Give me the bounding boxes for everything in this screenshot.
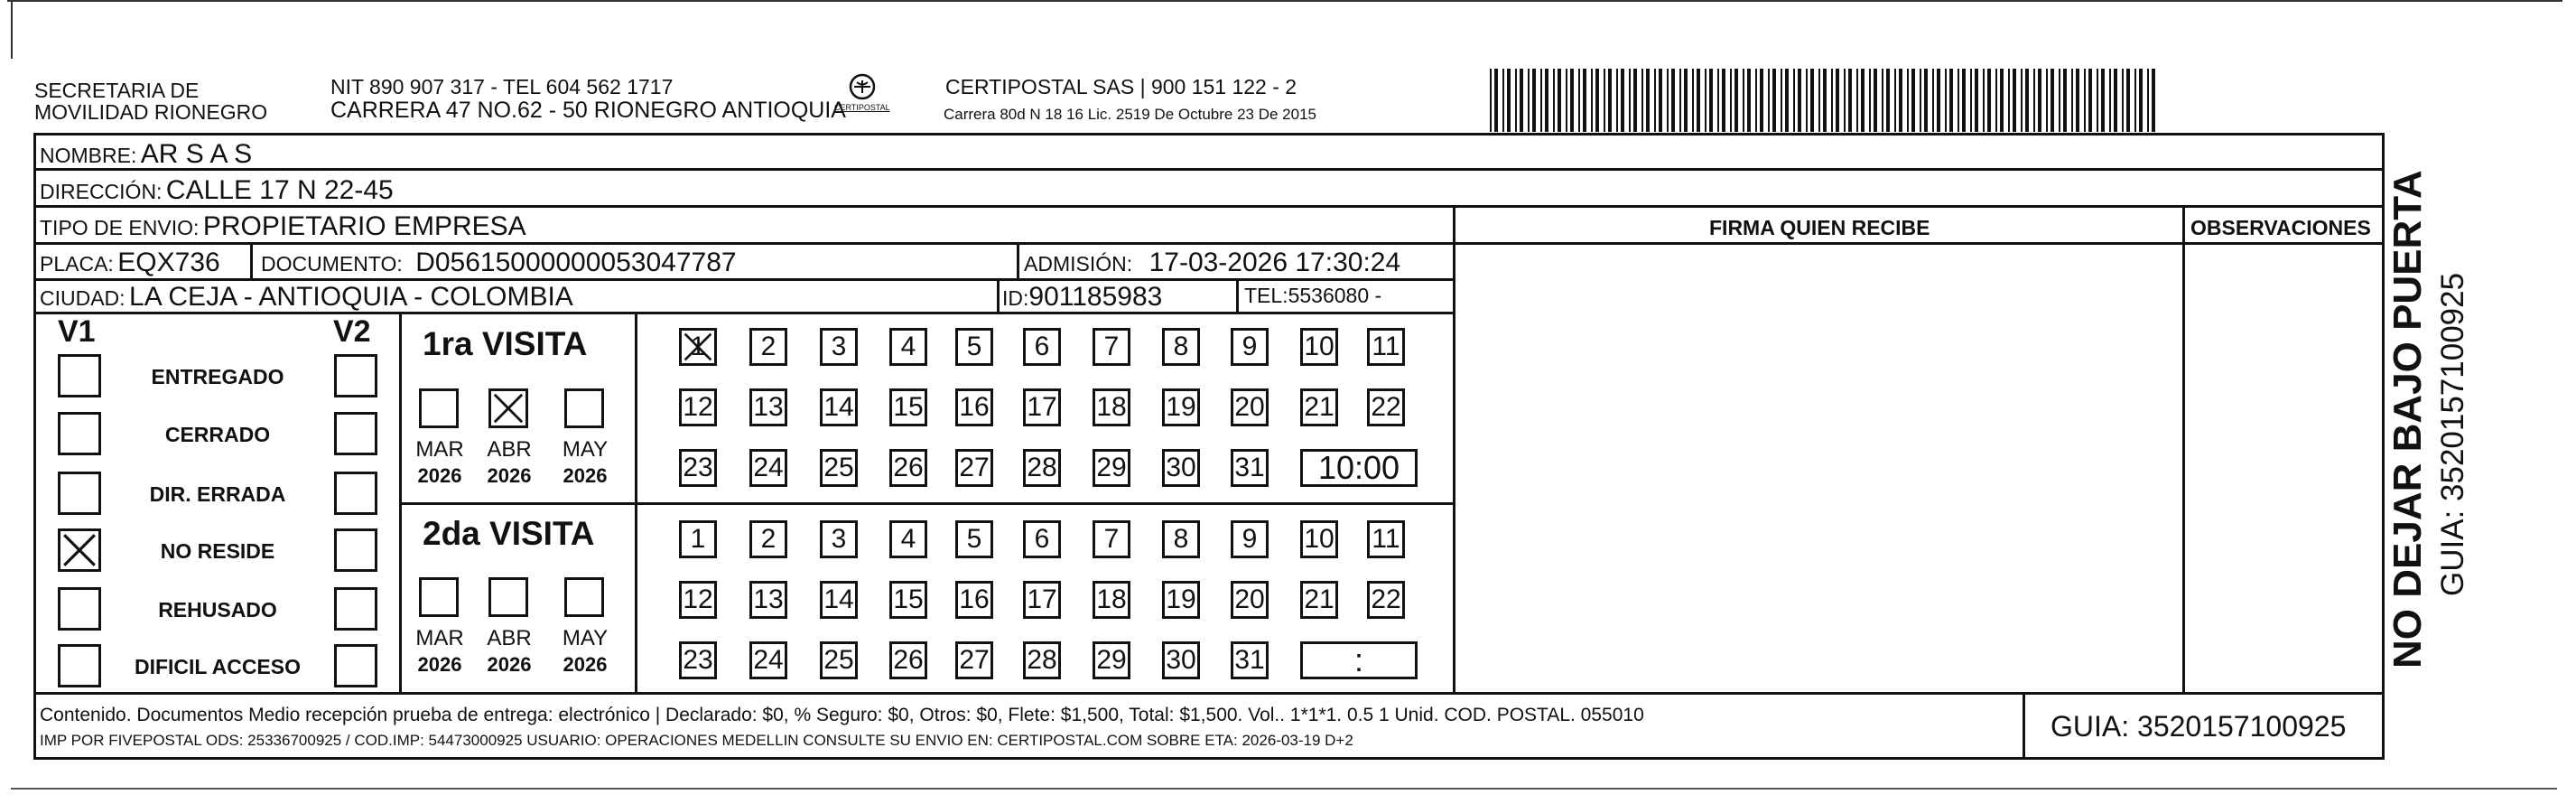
barcode-bar	[1747, 69, 1751, 132]
barcode-bar	[1705, 69, 1706, 132]
day-box[interactable]: 13	[749, 388, 787, 426]
day-box[interactable]: 17	[1023, 581, 1061, 619]
barcode-bar	[1494, 69, 1498, 132]
side-guia: GUIA: 3520157100925	[2435, 272, 2470, 596]
barcode-bar	[1760, 69, 1763, 132]
day-box[interactable]: 10	[1300, 520, 1338, 558]
barcode-bar	[1616, 69, 1618, 132]
barcode-bar	[1861, 69, 1865, 132]
barcode-bar	[1583, 69, 1586, 132]
barcode-bar	[2076, 69, 2079, 132]
placa-label: PLACA: EQX736	[40, 248, 220, 277]
barcode-bar	[1697, 69, 1700, 132]
day-box[interactable]: 28	[1023, 641, 1061, 679]
day-box[interactable]: 12	[679, 581, 717, 619]
day-box[interactable]: 14	[820, 388, 858, 426]
day-box[interactable]: 2	[749, 328, 787, 366]
company-line: CERTIPOSTAL SAS | 900 151 122 - 2	[945, 75, 1297, 98]
barcode-bar	[1886, 69, 1890, 132]
barcode-bar	[1734, 69, 1738, 132]
barcode-bar	[1793, 69, 1795, 132]
day-box[interactable]: 14	[820, 581, 858, 619]
barcode-bar	[2126, 69, 2130, 132]
v1-heading: V1	[58, 314, 96, 349]
day-box[interactable]: 15	[889, 581, 927, 619]
direccion-label: DIRECCIÓN: CALLE 17 N 22-45	[40, 175, 394, 205]
barcode-bar	[2063, 69, 2067, 132]
col-line-tel	[1236, 278, 1239, 312]
certipostal-logo	[832, 72, 905, 123]
footer-guia: GUIA: 3520157100925	[2051, 710, 2347, 743]
barcode-bar	[1768, 69, 1770, 132]
nit-line: NIT 890 907 317 - TEL 604 562 1717	[330, 75, 674, 98]
day-box[interactable]: 30	[1162, 641, 1200, 679]
day-box[interactable]: 17	[1023, 388, 1061, 426]
barcode-bar	[1608, 69, 1612, 132]
barcode-bar	[1621, 69, 1624, 132]
barcode-bar	[1591, 69, 1593, 132]
day-box[interactable]: 29	[1093, 449, 1130, 487]
barcode-bar	[1924, 69, 1928, 132]
v1-checkbox[interactable]	[58, 528, 101, 572]
barcode-bar	[2122, 69, 2124, 132]
documento-value: D05615000000053047787	[415, 248, 737, 277]
org-line-1: SECRETARIA DE	[34, 79, 200, 102]
day-box[interactable]: 7	[1093, 328, 1130, 366]
day-box[interactable]: 6	[1023, 520, 1061, 558]
day-box[interactable]: 9	[1231, 328, 1269, 366]
barcode-bar	[2139, 69, 2143, 132]
day-box[interactable]: 8	[1162, 328, 1200, 366]
barcode-bar	[1641, 69, 1643, 132]
barcode-bar	[2152, 69, 2155, 132]
top-scan-border	[7, 0, 2562, 2]
visit-divider	[399, 502, 1454, 505]
day-box[interactable]: 8	[1162, 520, 1200, 558]
barcode-bar	[1911, 69, 1915, 132]
day-box[interactable]: 11	[1367, 328, 1405, 366]
barcode	[1490, 69, 2163, 132]
tel-label: TEL:5536080 -	[1244, 284, 1382, 307]
day-box[interactable]: 19	[1162, 388, 1200, 426]
barcode-bar	[2033, 69, 2035, 132]
day-box[interactable]: 6	[1023, 328, 1061, 366]
day-box[interactable]: 4	[889, 328, 927, 366]
row-line	[33, 242, 2385, 245]
barcode-bar	[2101, 69, 2105, 132]
barcode-bar	[1545, 69, 1548, 132]
barcode-bar	[2038, 69, 2041, 132]
barcode-bar	[1970, 69, 1972, 132]
barcode-bar	[1962, 69, 1966, 132]
day-box[interactable]: 15	[889, 388, 927, 426]
admision-label: ADMISIÓN: 17-03-2026 17:30:24	[1024, 248, 1401, 277]
barcode-bar	[1717, 69, 1719, 132]
barcode-bar	[2109, 69, 2111, 132]
address-line: CARRERA 47 NO.62 - 50 RIONEGRO ANTIOQUIA	[330, 98, 846, 123]
barcode-bar	[1490, 69, 1492, 132]
barcode-bar	[2025, 69, 2029, 132]
month-label: MAR	[415, 626, 464, 650]
barcode-bar	[1874, 69, 1877, 132]
v1-checkbox[interactable]	[58, 472, 101, 515]
col-line-observaciones	[2182, 205, 2185, 694]
day-box[interactable]: 20	[1231, 388, 1269, 426]
barcode-bar	[2059, 69, 2060, 132]
day-box[interactable]: 10	[1300, 328, 1338, 366]
day-box[interactable]: 31	[1231, 641, 1269, 679]
barcode-bar	[1659, 69, 1662, 132]
barcode-bar	[1502, 69, 1504, 132]
left-scan-mark	[11, 0, 13, 59]
row-line	[33, 312, 1455, 314]
barcode-bar	[1806, 69, 1808, 132]
footer-line-2: IMP POR FIVEPOSTAL ODS: 25336700925 / COD.IMP: 54473000925 USUARIO: OPERACIONES MEDELLIN CONSULTE SU ENVIO EN: CERTIPOSTAL.COM SOBRE ETA: 2026-03-19 D+2	[40, 732, 1353, 749]
day-box[interactable]: 5	[955, 328, 993, 366]
footer-guia-top	[2023, 692, 2385, 695]
day-box[interactable]: 25	[820, 449, 858, 487]
barcode-bar	[1633, 69, 1637, 132]
row-line	[33, 278, 1455, 281]
day-box[interactable]: 22	[1367, 388, 1405, 426]
barcode-bar	[1945, 69, 1947, 132]
month-label: MAR	[415, 437, 464, 462]
barcode-bar	[1932, 69, 1934, 132]
barcode-bar	[1646, 69, 1650, 132]
nombre-value: AR S A S	[140, 139, 253, 169]
day-box[interactable]: 24	[749, 449, 787, 487]
v2-checkbox[interactable]	[334, 528, 377, 572]
day-box[interactable]: 11	[1367, 520, 1405, 558]
barcode-bar	[2008, 69, 2010, 132]
barcode-bar	[2000, 69, 2004, 132]
barcode-bar	[1869, 69, 1871, 132]
year-label: 2026	[417, 464, 462, 487]
day-box[interactable]: 29	[1093, 641, 1130, 679]
no-dejar-bajo-puerta: NO DEJAR BAJO PUERTA	[2385, 170, 2430, 668]
barcode-bar	[1553, 69, 1555, 132]
ciudad-label: CIUDAD: LA CEJA - ANTIOQUIA - COLOMBIA	[40, 282, 573, 312]
day-box[interactable]: 24	[749, 641, 787, 679]
barcode-bar	[1958, 69, 1959, 132]
day-box[interactable]: 31	[1231, 449, 1269, 487]
barcode-bar	[1692, 69, 1694, 132]
barcode-bar	[1894, 69, 1896, 132]
barcode-bar	[1899, 69, 1902, 132]
month-checkbox[interactable]	[488, 388, 528, 428]
day-box[interactable]: 25	[820, 641, 858, 679]
month-label: MAY	[562, 626, 609, 650]
barcode-bar	[2114, 69, 2117, 132]
month-checkbox[interactable]	[564, 577, 604, 617]
day-box[interactable]: 1	[679, 328, 717, 366]
day-box[interactable]: 1	[679, 520, 717, 558]
footer-line-1: Contenido. Documentos Medio recepción prueba de entrega: electrónico | Declarado: $0, % Seguro: $0, Otros: $0, Flete: $1,500, Total: $1,500. Vol.. 1*1*1. 0.5 1 Unid. COD. POSTAL. 055010	[40, 705, 1644, 725]
day-box[interactable]: 7	[1093, 520, 1130, 558]
barcode-bar	[1823, 69, 1827, 132]
barcode-bar	[1629, 69, 1631, 132]
tipo-label: TIPO DE ENVIO: PROPIETARIO EMPRESA	[40, 211, 526, 241]
placa-value: EQX736	[117, 248, 220, 277]
day-box[interactable]: 23	[679, 449, 717, 487]
day-box[interactable]: 16	[955, 388, 993, 426]
id-label: ID:901185983	[1002, 282, 1163, 312]
year-label: 2026	[563, 464, 608, 487]
day-box[interactable]: 2	[749, 520, 787, 558]
barcode-bar	[2084, 69, 2086, 132]
status-option-label: NO RESIDE	[160, 539, 275, 563]
barcode-bar	[1810, 69, 1814, 132]
barcode-bar	[1755, 69, 1757, 132]
second-visit-title: 2da VISITA	[423, 515, 595, 552]
v1-checkbox[interactable]	[58, 644, 101, 687]
barcode-bar	[1848, 69, 1852, 132]
day-box[interactable]: 21	[1300, 388, 1338, 426]
barcode-bar	[1856, 69, 1858, 132]
v2-checkbox[interactable]	[334, 587, 377, 631]
day-box[interactable]: 27	[955, 641, 993, 679]
month-label: ABR	[487, 437, 532, 462]
barcode-bar	[1836, 69, 1839, 132]
v2-checkbox[interactable]	[334, 354, 377, 397]
barcode-bar	[1684, 69, 1688, 132]
barcode-bar	[1785, 69, 1789, 132]
day-box[interactable]: 26	[889, 641, 927, 679]
barcode-bar	[1558, 69, 1561, 132]
year-label: 2026	[487, 464, 532, 487]
barcode-bar	[1949, 69, 1953, 132]
v2-heading: V2	[333, 314, 371, 349]
barcode-bar	[1566, 69, 1567, 132]
barcode-bar	[1983, 69, 1985, 132]
day-box[interactable]: 20	[1231, 581, 1269, 619]
barcode-bar	[1995, 69, 1997, 132]
col-line-firma	[1453, 205, 1455, 694]
v1-checkbox[interactable]	[58, 412, 101, 455]
barcode-bar	[1667, 69, 1669, 132]
first-visit-title: 1ra VISITA	[423, 325, 588, 362]
bottom-scan-border	[11, 788, 2557, 790]
day-box[interactable]: 22	[1367, 581, 1405, 619]
barcode-bar	[2097, 69, 2098, 132]
col-line-placa	[250, 242, 253, 278]
barcode-bar	[1671, 69, 1675, 132]
col-line-id	[997, 278, 1000, 312]
day-box[interactable]: 23	[679, 641, 717, 679]
barcode-bar	[2046, 69, 2048, 132]
v2-checkbox[interactable]	[334, 644, 377, 687]
barcode-bar	[1781, 69, 1782, 132]
tel-value: 5536080 -	[1288, 284, 1382, 307]
barcode-bar	[1679, 69, 1681, 132]
barcode-bar	[2051, 69, 2054, 132]
org-line-2: MOVILIDAD RIONEGRO	[34, 100, 268, 124]
year-label: 2026	[563, 653, 608, 676]
year-label: 2026	[417, 653, 462, 676]
year-label: 2026	[487, 653, 532, 676]
row-line	[33, 205, 2385, 208]
day-box[interactable]: 26	[889, 449, 927, 487]
day-box[interactable]: 12	[679, 388, 717, 426]
month-checkbox[interactable]	[488, 577, 528, 617]
barcode-bar	[1798, 69, 1801, 132]
license-line: Carrera 80d N 18 16 Lic. 2519 De Octubre 23 De 2015	[944, 106, 1316, 123]
day-box[interactable]: 21	[1300, 581, 1338, 619]
row-line	[33, 168, 2385, 171]
day-box[interactable]: 30	[1162, 449, 1200, 487]
day-box[interactable]: 27	[955, 449, 993, 487]
day-box[interactable]: 28	[1023, 449, 1061, 487]
barcode-bar	[1920, 69, 1921, 132]
observaciones-heading: OBSERVACIONES	[2190, 216, 2371, 239]
direccion-value: CALLE 17 N 22-45	[165, 175, 394, 205]
barcode-bar	[1528, 69, 1530, 132]
day-box[interactable]: 19	[1162, 581, 1200, 619]
barcode-bar	[1937, 69, 1940, 132]
barcode-bar	[1987, 69, 1991, 132]
status-option-label: DIR. ERRADA	[149, 482, 286, 506]
barcode-bar	[1507, 69, 1511, 132]
month-checkbox[interactable]	[419, 388, 459, 428]
status-option-label: CERRADO	[164, 423, 271, 446]
day-box[interactable]: 3	[820, 328, 858, 366]
v2-checkbox[interactable]	[334, 472, 377, 515]
documento-label: DOCUMENTO: D05615000000053047787	[261, 248, 737, 277]
status-option-label: DIFICIL ACCESO	[134, 655, 301, 678]
barcode-bar	[1540, 69, 1542, 132]
barcode-bar	[1907, 69, 1909, 132]
barcode-bar	[1831, 69, 1833, 132]
barcode-bar	[1975, 69, 1978, 132]
barcode-bar	[1722, 69, 1725, 132]
logo-text: CERTIPOSTAL	[834, 103, 890, 112]
barcode-bar	[1844, 69, 1846, 132]
v2-checkbox[interactable]	[334, 412, 377, 455]
day-box[interactable]: 18	[1093, 388, 1130, 426]
barcode-bar	[1730, 69, 1732, 132]
barcode-bar	[1882, 69, 1883, 132]
firma-heading: FIRMA QUIEN RECIBE	[1709, 216, 1930, 239]
day-box[interactable]: 13	[749, 581, 787, 619]
footer-guia-divider	[2023, 692, 2025, 760]
month-checkbox[interactable]	[419, 577, 459, 617]
day-box[interactable]: 18	[1093, 581, 1130, 619]
month-label: MAY	[562, 437, 609, 462]
nombre-label: NOMBRE: AR S A S	[40, 139, 253, 169]
barcode-bar	[2134, 69, 2136, 132]
v1-checkbox[interactable]	[58, 354, 101, 397]
ciudad-value: LA CEJA - ANTIOQUIA - COLOMBIA	[129, 282, 573, 312]
time-field[interactable]: 10:00	[1300, 449, 1418, 487]
time-field[interactable]: :	[1300, 641, 1418, 679]
barcode-bar	[1743, 69, 1744, 132]
day-box[interactable]: 9	[1231, 520, 1269, 558]
barcode-bar	[2147, 69, 2149, 132]
barcode-bar	[2013, 69, 2016, 132]
barcode-bar	[1709, 69, 1713, 132]
day-box[interactable]: 5	[955, 520, 993, 558]
day-box[interactable]: 16	[955, 581, 993, 619]
barcode-bar	[1570, 69, 1574, 132]
barcode-bar	[1604, 69, 1605, 132]
barcode-bar	[1515, 69, 1517, 132]
barcode-bar	[1532, 69, 1536, 132]
side-panel	[2385, 136, 2576, 678]
barcode-bar	[1578, 69, 1580, 132]
v1-checkbox[interactable]	[58, 587, 101, 631]
barcode-bar	[1818, 69, 1820, 132]
month-label: ABR	[487, 626, 532, 650]
day-box[interactable]: 3	[820, 520, 858, 558]
col-line-admision	[1017, 242, 1019, 278]
barcode-bar	[2071, 69, 2073, 132]
admision-value: 17-03-2026 17:30:24	[1149, 248, 1401, 277]
day-box[interactable]: 4	[889, 520, 927, 558]
barcode-bar	[1520, 69, 1523, 132]
id-value: 901185983	[1028, 282, 1163, 312]
status-option-label: REHUSADO	[158, 598, 277, 622]
barcode-bar	[2088, 69, 2092, 132]
barcode-bar	[1595, 69, 1599, 132]
barcode-bar	[1654, 69, 1656, 132]
month-checkbox[interactable]	[564, 388, 604, 428]
barcode-bar	[1772, 69, 1776, 132]
tipo-value: PROPIETARIO EMPRESA	[202, 211, 526, 241]
status-option-label: ENTREGADO	[151, 365, 284, 388]
barcode-bar	[2021, 69, 2023, 132]
